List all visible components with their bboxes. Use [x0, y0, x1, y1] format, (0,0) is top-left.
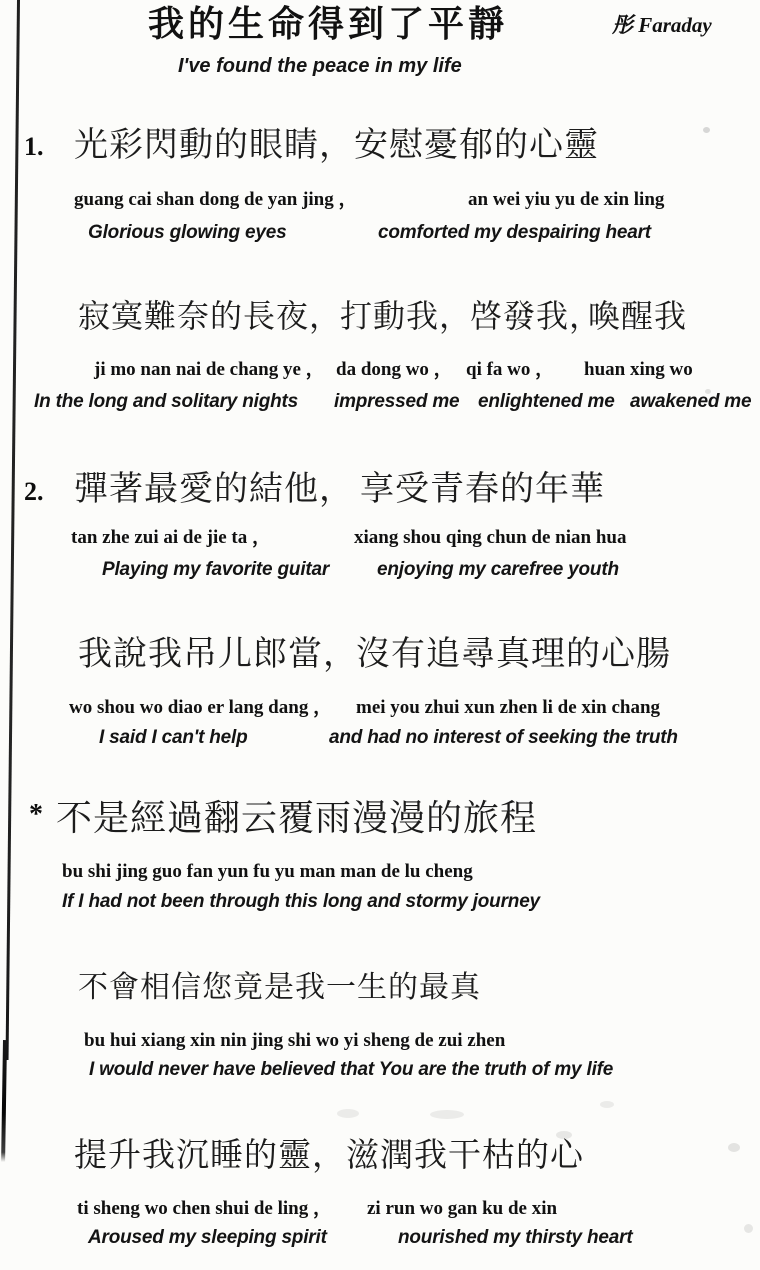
- verse-number: 2.: [24, 477, 44, 506]
- lyric-chinese: 寂寞難奈的長夜，: [78, 298, 343, 334]
- lyric-pinyin: huan xing wo: [584, 359, 693, 380]
- scan-noise: [430, 1110, 464, 1119]
- scan-edge-artifact: [5, 0, 19, 1060]
- lyric-pinyin: an wei yiu yu de xin ling: [468, 189, 665, 210]
- chorus-asterisk: *: [29, 799, 43, 830]
- page-title-chinese: 我的生命得到了平靜: [148, 4, 509, 44]
- lyric-english: Playing my favorite guitar: [102, 559, 330, 580]
- lyric-pinyin: bu shi jing guo fan yun fu yu man man de lu cheng: [62, 861, 473, 882]
- lyric-chinese: 安慰憂郁的心靈: [354, 127, 599, 164]
- lyric-english: impressed me: [334, 391, 460, 412]
- lyric-english: and had no interest of seeking the truth: [329, 727, 678, 748]
- scan-noise: [600, 1101, 614, 1108]
- lyric-english: In the long and solitary nights: [34, 391, 299, 412]
- lyric-pinyin: da dong wo ，: [336, 359, 453, 380]
- lyric-english: If I had not been through this long and stormy journey: [62, 891, 540, 912]
- lyric-chinese: 不會相信您竟是我一生的最真: [78, 971, 481, 1004]
- scan-noise: [337, 1109, 359, 1118]
- scan-noise: [744, 1224, 753, 1233]
- scan-noise: [728, 1143, 740, 1152]
- lyric-pinyin: bu hui xiang xin nin jing shi wo yi sheng de zui zhen: [84, 1030, 506, 1051]
- lyric-pinyin: qi fa wo ，: [466, 359, 555, 380]
- verse-number: 1.: [24, 132, 44, 161]
- lyric-pinyin: mei you zhui xun zhen li de xin chang: [356, 697, 661, 718]
- lyric-english: nourished my thirsty heart: [398, 1227, 633, 1248]
- lyric-pinyin: wo shou wo diao er lang dang ，: [69, 697, 333, 718]
- lyric-english: awakened me: [630, 391, 752, 412]
- lyric-english: I would never have believed that You are the truth of my life: [89, 1059, 614, 1080]
- lyric-english: Aroused my sleeping spirit: [88, 1227, 327, 1248]
- scan-noise: [703, 127, 710, 133]
- page-title-english: I've found the peace in my life: [178, 55, 462, 77]
- lyric-english: comforted my despairing heart: [378, 222, 651, 243]
- lyric-chinese: 享受青春的年華: [360, 471, 605, 508]
- lyric-pinyin: zi run wo gan ku de xin: [367, 1198, 558, 1219]
- lyric-pinyin: xiang shou qing chun de nian hua: [354, 527, 627, 548]
- lyric-chinese: 彈著最愛的結他，: [74, 471, 354, 508]
- lyric-chinese: 不是經過翻云覆雨漫漫的旅程: [56, 798, 538, 838]
- lyric-chinese: 打動我，: [340, 298, 473, 334]
- lyric-chinese: 提升我沉睡的靈，: [74, 1138, 346, 1174]
- lyric-english: Glorious glowing eyes: [88, 222, 287, 243]
- lyric-chinese: 沒有追尋真理的心腸: [356, 636, 671, 673]
- lyric-chinese: 光彩閃動的眼睛，: [74, 127, 354, 164]
- lyric-pinyin: guang cai shan dong de yan jing ，: [74, 189, 358, 210]
- lyric-english: enjoying my carefree youth: [377, 559, 619, 580]
- lyric-english: I said I can't help: [99, 727, 248, 748]
- lyric-english: enlightened me: [478, 391, 615, 412]
- lyric-pinyin: ji mo nan nai de chang ye ，: [94, 359, 325, 380]
- lyric-chinese: 啓發我，: [470, 298, 603, 334]
- lyric-chinese: 我說我吊儿郎當，: [78, 636, 358, 673]
- scan-edge-artifact-bottom: [1, 1040, 7, 1162]
- lyric-chinese: 喚醒我: [588, 298, 688, 334]
- lyric-chinese: 滋潤我干枯的心: [346, 1138, 584, 1174]
- artist-name: 彤 Faraday: [612, 13, 712, 37]
- lyric-pinyin: ti sheng wo chen shui de ling ，: [77, 1198, 332, 1219]
- lyric-pinyin: tan zhe zui ai de jie ta ，: [71, 527, 272, 548]
